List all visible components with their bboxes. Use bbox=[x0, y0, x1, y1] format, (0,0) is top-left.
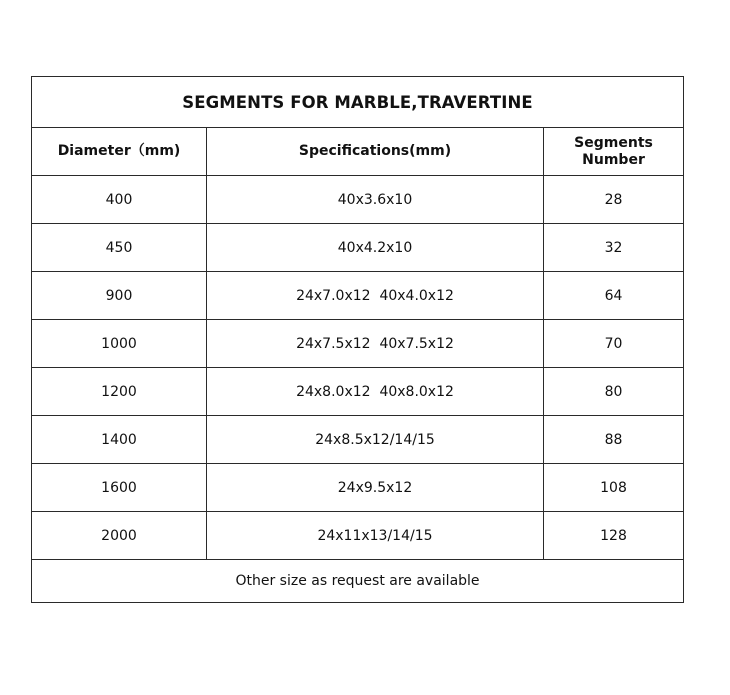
table-row bbox=[32, 512, 684, 560]
segments-cell: 70 bbox=[544, 320, 684, 368]
diameter-cell: 400 bbox=[32, 176, 207, 224]
diameter-cell: 1000 bbox=[32, 320, 207, 368]
table-row bbox=[32, 176, 684, 224]
header-segments-number-label: Segments Number bbox=[574, 134, 653, 168]
footer-row bbox=[32, 560, 684, 603]
specification-cell: 24x9.5x12 bbox=[207, 464, 544, 512]
diameter-cell: 1400 bbox=[32, 416, 207, 464]
segments-cell: 108 bbox=[544, 464, 684, 512]
segments-cell: 88 bbox=[544, 416, 684, 464]
diameter-cell: 1600 bbox=[32, 464, 207, 512]
segments-cell: 64 bbox=[544, 272, 684, 320]
specification-cell: 40x4.2x10 bbox=[207, 224, 544, 272]
segments-cell: 80 bbox=[544, 368, 684, 416]
segments-spec-table bbox=[31, 76, 684, 603]
table-row bbox=[32, 272, 684, 320]
header-diameter: Diameter（mm) bbox=[32, 128, 207, 176]
table-title: SEGMENTS FOR MARBLE,TRAVERTINE bbox=[32, 77, 684, 128]
segments-cell: 128 bbox=[544, 512, 684, 560]
diameter-cell: 2000 bbox=[32, 512, 207, 560]
table-row bbox=[32, 464, 684, 512]
specification-cell: 40x3.6x10 bbox=[207, 176, 544, 224]
footer-note: Other size as request are available bbox=[32, 560, 684, 603]
diameter-cell: 900 bbox=[32, 272, 207, 320]
specification-cell: 24x11x13/14/15 bbox=[207, 512, 544, 560]
header-specifications: Specifications(mm) bbox=[207, 128, 544, 176]
segments-cell: 28 bbox=[544, 176, 684, 224]
specification-cell: 24x7.5x12 40x7.5x12 bbox=[207, 320, 544, 368]
header-row bbox=[32, 128, 684, 176]
table-row bbox=[32, 320, 684, 368]
title-row bbox=[32, 77, 684, 128]
specification-cell: 24x8.5x12/14/15 bbox=[207, 416, 544, 464]
table-row bbox=[32, 368, 684, 416]
table-row bbox=[32, 224, 684, 272]
diameter-cell: 1200 bbox=[32, 368, 207, 416]
specification-cell: 24x8.0x12 40x8.0x12 bbox=[207, 368, 544, 416]
diameter-cell: 450 bbox=[32, 224, 207, 272]
specification-cell: 24x7.0x12 40x4.0x12 bbox=[207, 272, 544, 320]
header-segments-number bbox=[544, 128, 684, 176]
table-row bbox=[32, 416, 684, 464]
segments-cell: 32 bbox=[544, 224, 684, 272]
